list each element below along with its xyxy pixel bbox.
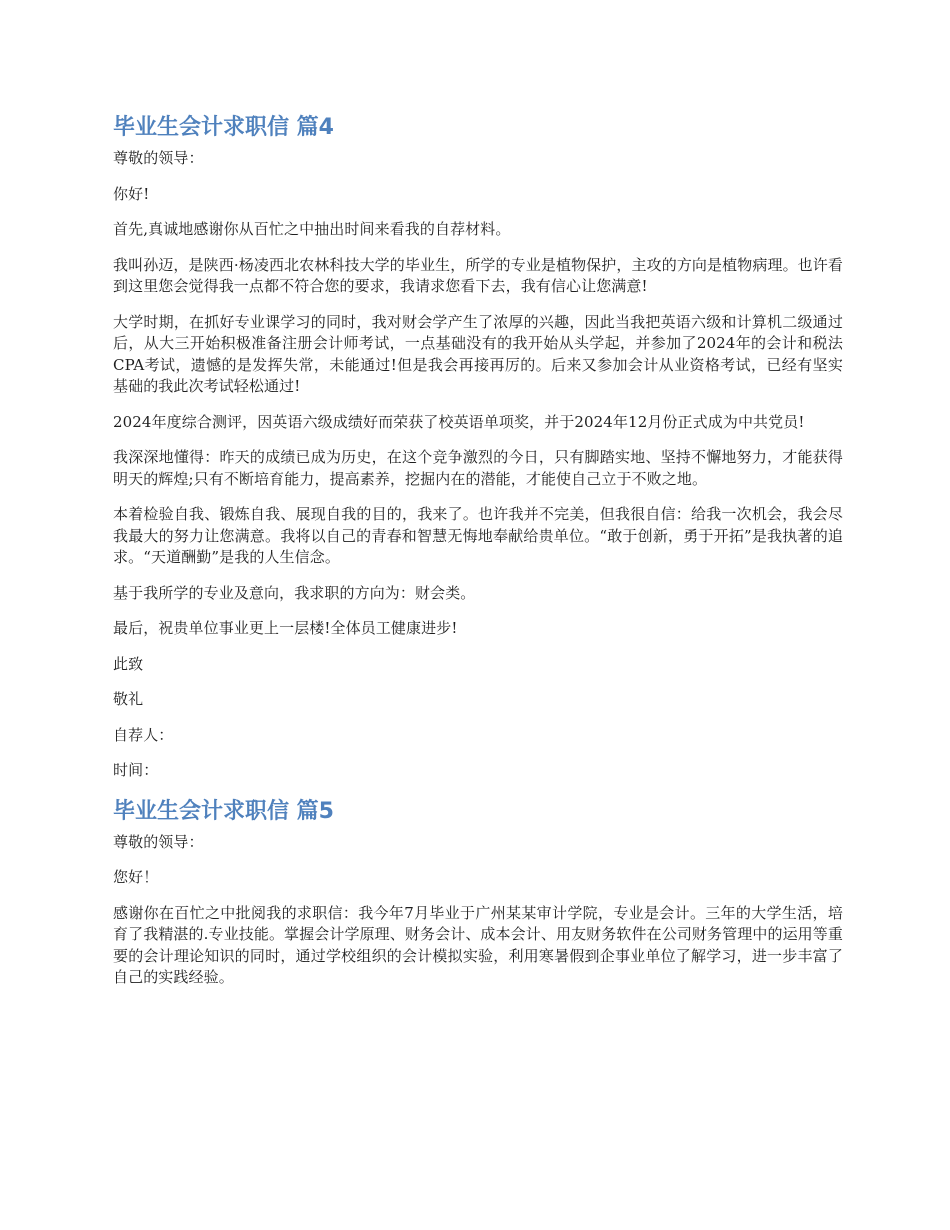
section-heading: 毕业生会计求职信 篇5 [113, 798, 334, 824]
body-paragraph: 我叫孙迈，是陕西·杨凌西北农林科技大学的毕业生，所学的专业是植物保护，主攻的方向是植物病理。也许看到这里您会觉得我一点都不符合您的要求，我请求您看下去，我有信心让您满意! [113, 255, 843, 295]
section-letter-4 [113, 112, 843, 782]
signature-line: 自荐人： [113, 725, 174, 744]
date-line: 时间： [113, 761, 159, 779]
greeting: 你好! [113, 184, 150, 203]
body-paragraph: 本着检验自我、锻炼自我、展现自我的目的，我来了。也许我并不完美，但我很自信：给我一次机会，我会尽我最大的努力让您满意。我将以自己的青春和智慧无悔地奉献给贵单位。“敢于创新，勇于开拓”是我执著的追求。“天道酬勤”是我的人生信念。 [113, 505, 843, 566]
section-heading: 毕业生会计求职信 篇4 [113, 115, 334, 140]
body-paragraph: 大学时期，在抓好专业课学习的同时，我对财会学产生了浓厚的兴趣，因此当我把英语六级和计算机二级通过后，从大三开始积极准备注册会计师考试，一点基础没有的我开始从头学起，并参加了2024年的会计和税法CPA考试，遗憾的是发挥失常，未能通过!但是我会再接再厉的。后来又参加会计从业资格考试，已经有坚实基础的我此次考试轻松通过! [113, 312, 843, 395]
body-paragraph: 我深深地懂得：昨天的成绩已成为历史，在这个竞争激烈的今日，只有脚踏实地、坚持不懈地努力，才能获得明天的辉煌;只有不断培育能力，提高素养，挖掘内在的潜能，才能使自己立于不败之地。 [113, 448, 843, 488]
body-paragraph: 首先,真诚地感谢你从百忙之中抽出时间来看我的自荐材料。 [113, 220, 511, 238]
body-paragraph: 基于我所学的专业及意向，我求职的方向为：财会类。 [113, 583, 476, 602]
salutation: 尊敬的领导： [113, 149, 204, 167]
body-paragraph: 最后，祝贵单位事业更上一层楼!全体员工健康进步! [113, 619, 458, 637]
closing-line: 此致 [113, 654, 144, 673]
greeting: 您好！ [113, 868, 159, 886]
body-paragraph: 2024年度综合测评，因英语六级成绩好而荣获了校英语单项奖，并于2024年12月份正式成为中共党员! [113, 412, 805, 431]
body-paragraph: 感谢你在百忙之中批阅我的求职信：我今年7月毕业于广州某某审计学院，专业是会计。三年的大学生活，培育了我精湛的.专业技能。掌握会计学原理、财务会计、成本会计、用友财务软件在公司财务管理中的运用等重要的会计理论知识的同时，通过学校组织的会计模拟实验，利用寒暑假到企事业单位了解学习，进一步丰富了自己的实践经验。 [113, 903, 843, 986]
section-letter-5 [113, 796, 843, 989]
closing-line: 敬礼 [113, 690, 144, 708]
document-page [113, 112, 843, 1003]
salutation: 尊敬的领导： [113, 832, 204, 851]
